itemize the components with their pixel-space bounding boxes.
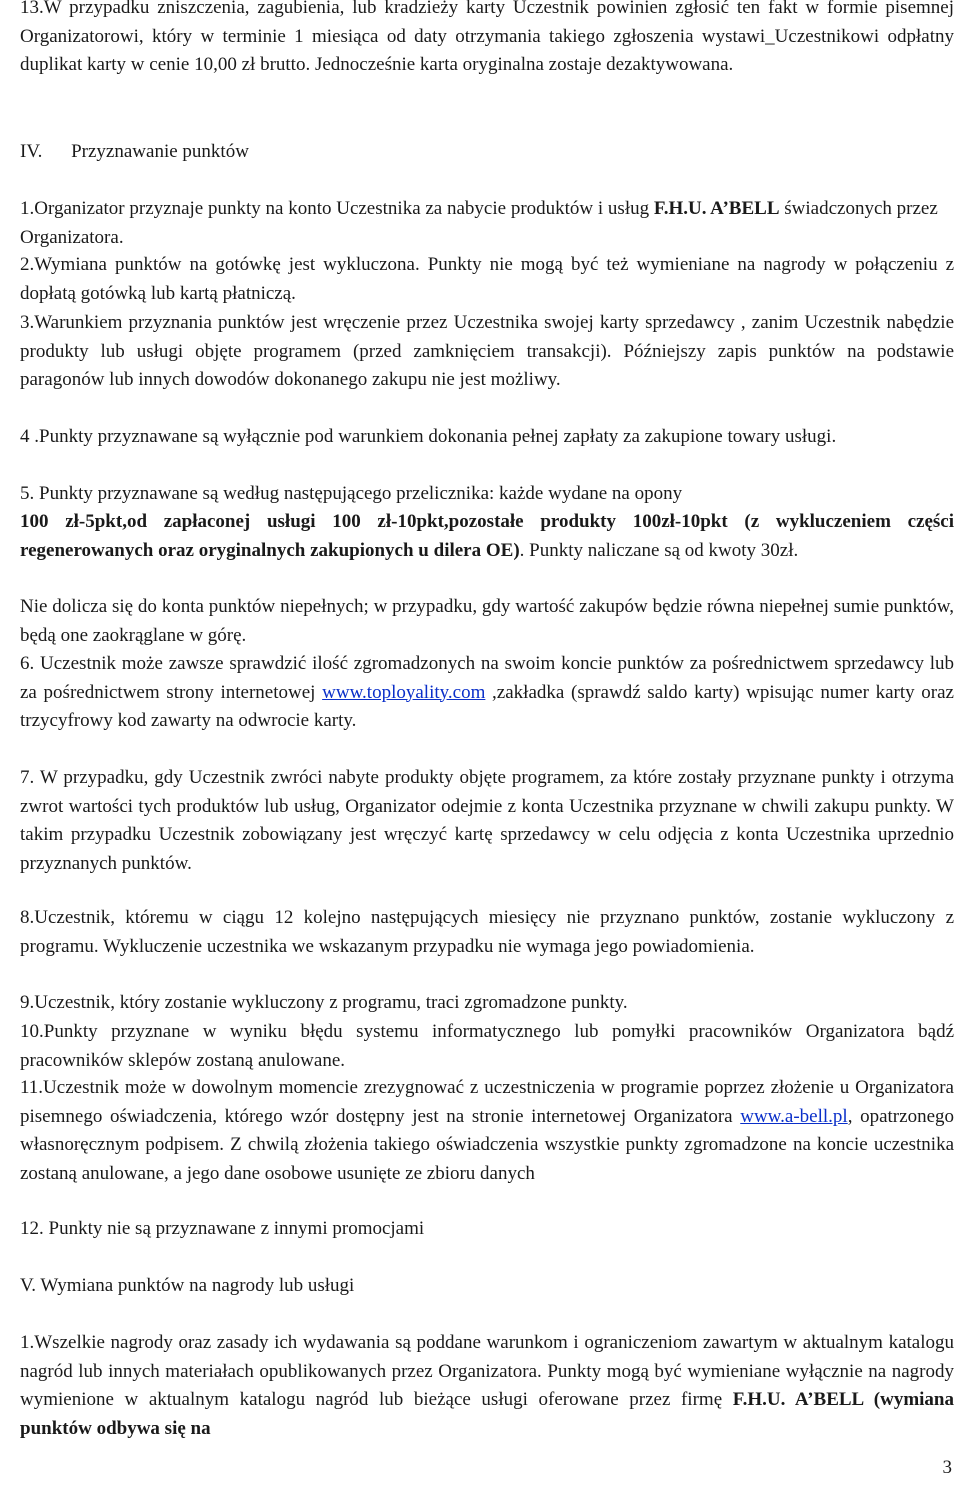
paragraph-iv-8 xyxy=(20,904,954,961)
paragraph-13 xyxy=(20,0,954,80)
text-segment: świadczonych przez Organizatora. xyxy=(20,198,938,248)
section-iv-title: Przyznawanie punktów xyxy=(71,141,249,162)
text-segment: , opatrzonego własnoręcznym podpisem. Z chwilą złożenia takiego oświadczenia wszystkie punkty zgromadzone na koncie uczestnika zostaną anulowane, a jego dane osobowe usunięte ze zbioru danych xyxy=(20,1105,954,1184)
paragraph-iv-3 xyxy=(20,309,954,395)
page-number: 3 xyxy=(942,1457,952,1478)
section-iv-number: IV. xyxy=(20,141,43,162)
text-segment: 5. Punkty przyznawane są według następującego przelicznika: każde wydane na opony xyxy=(20,483,683,504)
paragraph-iv-9 xyxy=(20,989,954,1018)
paragraph-iv-6 xyxy=(20,650,954,736)
paragraph-iv-5-rounding xyxy=(20,593,954,650)
bold-text-segment: F.H.U. A’BELL xyxy=(653,198,780,219)
bold-text-segment: 100 zł-5pkt,od zapłaconej usługi 100 zł-10pkt,pozostałe produkty 100zł-10pkt (z wykluczeniem części regenerowanych oraz oryginalnych zakupionych u dilera OE) xyxy=(20,511,954,561)
text-segment: 7. W przypadku, gdy Uczestnik zwróci nabyte produkty objęte programem, za które zostały przyznane punkty i otrzyma zwrot wartości tych produktów lub usług, Organizator odejmie z konta Uczestnika przyznane w chwili zakupu punkty. W takim przypadku Uczestnik zobowiązany jest wręczyć kartę sprzedawcy w celu odjęcia z konta Uczestnika uprzednio przyznanych punktów. xyxy=(20,767,954,874)
text-segment: 4 .Punkty przyznawane są wyłącznie pod warunkiem dokonania pełnej zapłaty za zakupione towary usługi. xyxy=(20,426,837,447)
paragraph-v-1 xyxy=(20,1329,954,1443)
paragraph-iv-11 xyxy=(20,1074,954,1188)
paragraph-iv-5 xyxy=(20,480,954,509)
paragraph-iv-5-conversion xyxy=(20,508,954,565)
text-segment: 6. Uczestnik może zawsze sprawdzić ilość zgromadzonych na swoim koncie punktów za pośrednictwem sprzedawcy lub za pośrednictwem strony internetowej xyxy=(20,653,954,703)
text-segment: 9.Uczestnik, który zostanie wykluczony z programu, traci zgromadzone punkty. xyxy=(20,992,628,1013)
text-segment: 12. Punkty nie są przyznawane z innymi promocjami xyxy=(20,1218,425,1239)
text-segment: 11.Uczestnik może w dowolnym momencie zrezygnować z uczestniczenia w programie poprzez złożenie u Organizatora pisemnego oświadczenia, którego wzór dostępny jest na stronie internetowej Organizatora xyxy=(20,1077,954,1127)
section-iv-heading xyxy=(20,138,249,167)
paragraph-iv-4 xyxy=(20,423,954,452)
text-segment: . Punkty naliczane są od kwoty 30zł. xyxy=(519,539,799,561)
paragraph-iv-1 xyxy=(20,195,954,252)
paragraph-iv-12 xyxy=(20,1215,954,1244)
text-segment: 8.Uczestnik, któremu w ciągu 12 kolejno następujących miesięcy nie przyznano punktów, zostanie wykluczony z programu. Wykluczenie uczestnika we wskazanym przypadku nie wymaga jego powiadomienia. xyxy=(20,907,954,957)
text-segment: 3.Warunkiem przyznania punktów jest wręczenie przez Uczestnika swojej karty sprzedawcy , zanim Uczestnik nabędzie produkty lub usługi objęte programem (przed zamknięciem transakcji). Późniejszy zapis punktów na podstawie paragonów lub innych dowodów dokonanego zakupu nie jest możliwy. xyxy=(20,312,954,390)
website-link[interactable]: www.toployality.com xyxy=(322,681,486,703)
text-segment: 2.Wymiana punktów na gotówkę jest wykluczona. Punkty nie mogą być też wymieniane na nagrody w połączeniu z dopłatą gotówką lub kartą płatniczą. xyxy=(20,254,954,304)
text-segment: ,zakładka (sprawdź saldo karty) wpisując numer karty oraz trzycyfrowy kod zawarty na odwrocie karty. xyxy=(20,681,954,731)
paragraph-iv-7 xyxy=(20,764,954,878)
text-segment: 13.W przypadku zniszczenia, zagubienia, lub kradzieży karty Uczestnik powinien zgłosić ten fakt w formie pisemnej Organizatorowi, który w terminie 1 miesiąca od daty otrzymania takiego zgłoszenia wystawi_Uczestnikowi odpłatny duplikat karty w cenie 10,00 zł brutto. Jednocześnie karta oryginalna zostaje dezaktywowana. xyxy=(20,0,954,75)
section-v-heading: V. Wymiana punktów na nagrody lub usługi xyxy=(20,1275,355,1296)
text-segment: 1.Wszelkie nagrody oraz zasady ich wydawania są poddane warunkom i ograniczeniom zawartym w aktualnym katalogu nagród lub innych materiałach opublikowanych przez Organizatora. Punkty mogą być wymieniane wyłącznie na nagrody wymienione w aktualnym katalogu nagród lub bieżące usługi oferowane przez firmę xyxy=(20,1332,954,1410)
text-segment: Nie dolicza się do konta punktów niepełnych; w przypadku, gdy wartość zakupów będzie równa niepełnej sumie punktów, będą one zaokrąglane w górę. xyxy=(20,596,954,646)
bold-text-segment: F.H.U. A’BELL (wymiana punktów odbywa się na xyxy=(20,1389,954,1439)
paragraph-iv-2 xyxy=(20,251,954,308)
website-link[interactable]: www.a-bell.pl xyxy=(740,1105,848,1127)
paragraph-iv-10 xyxy=(20,1018,954,1075)
text-segment: 10.Punkty przyznane w wyniku błędu systemu informatycznego lub pomyłki pracowników Organizatora bądź pracowników sklepów zostaną anulowane. xyxy=(20,1021,954,1071)
text-segment: 1.Organizator przyznaje punkty na konto Uczestnika za nabycie produktów i usług xyxy=(20,198,654,219)
